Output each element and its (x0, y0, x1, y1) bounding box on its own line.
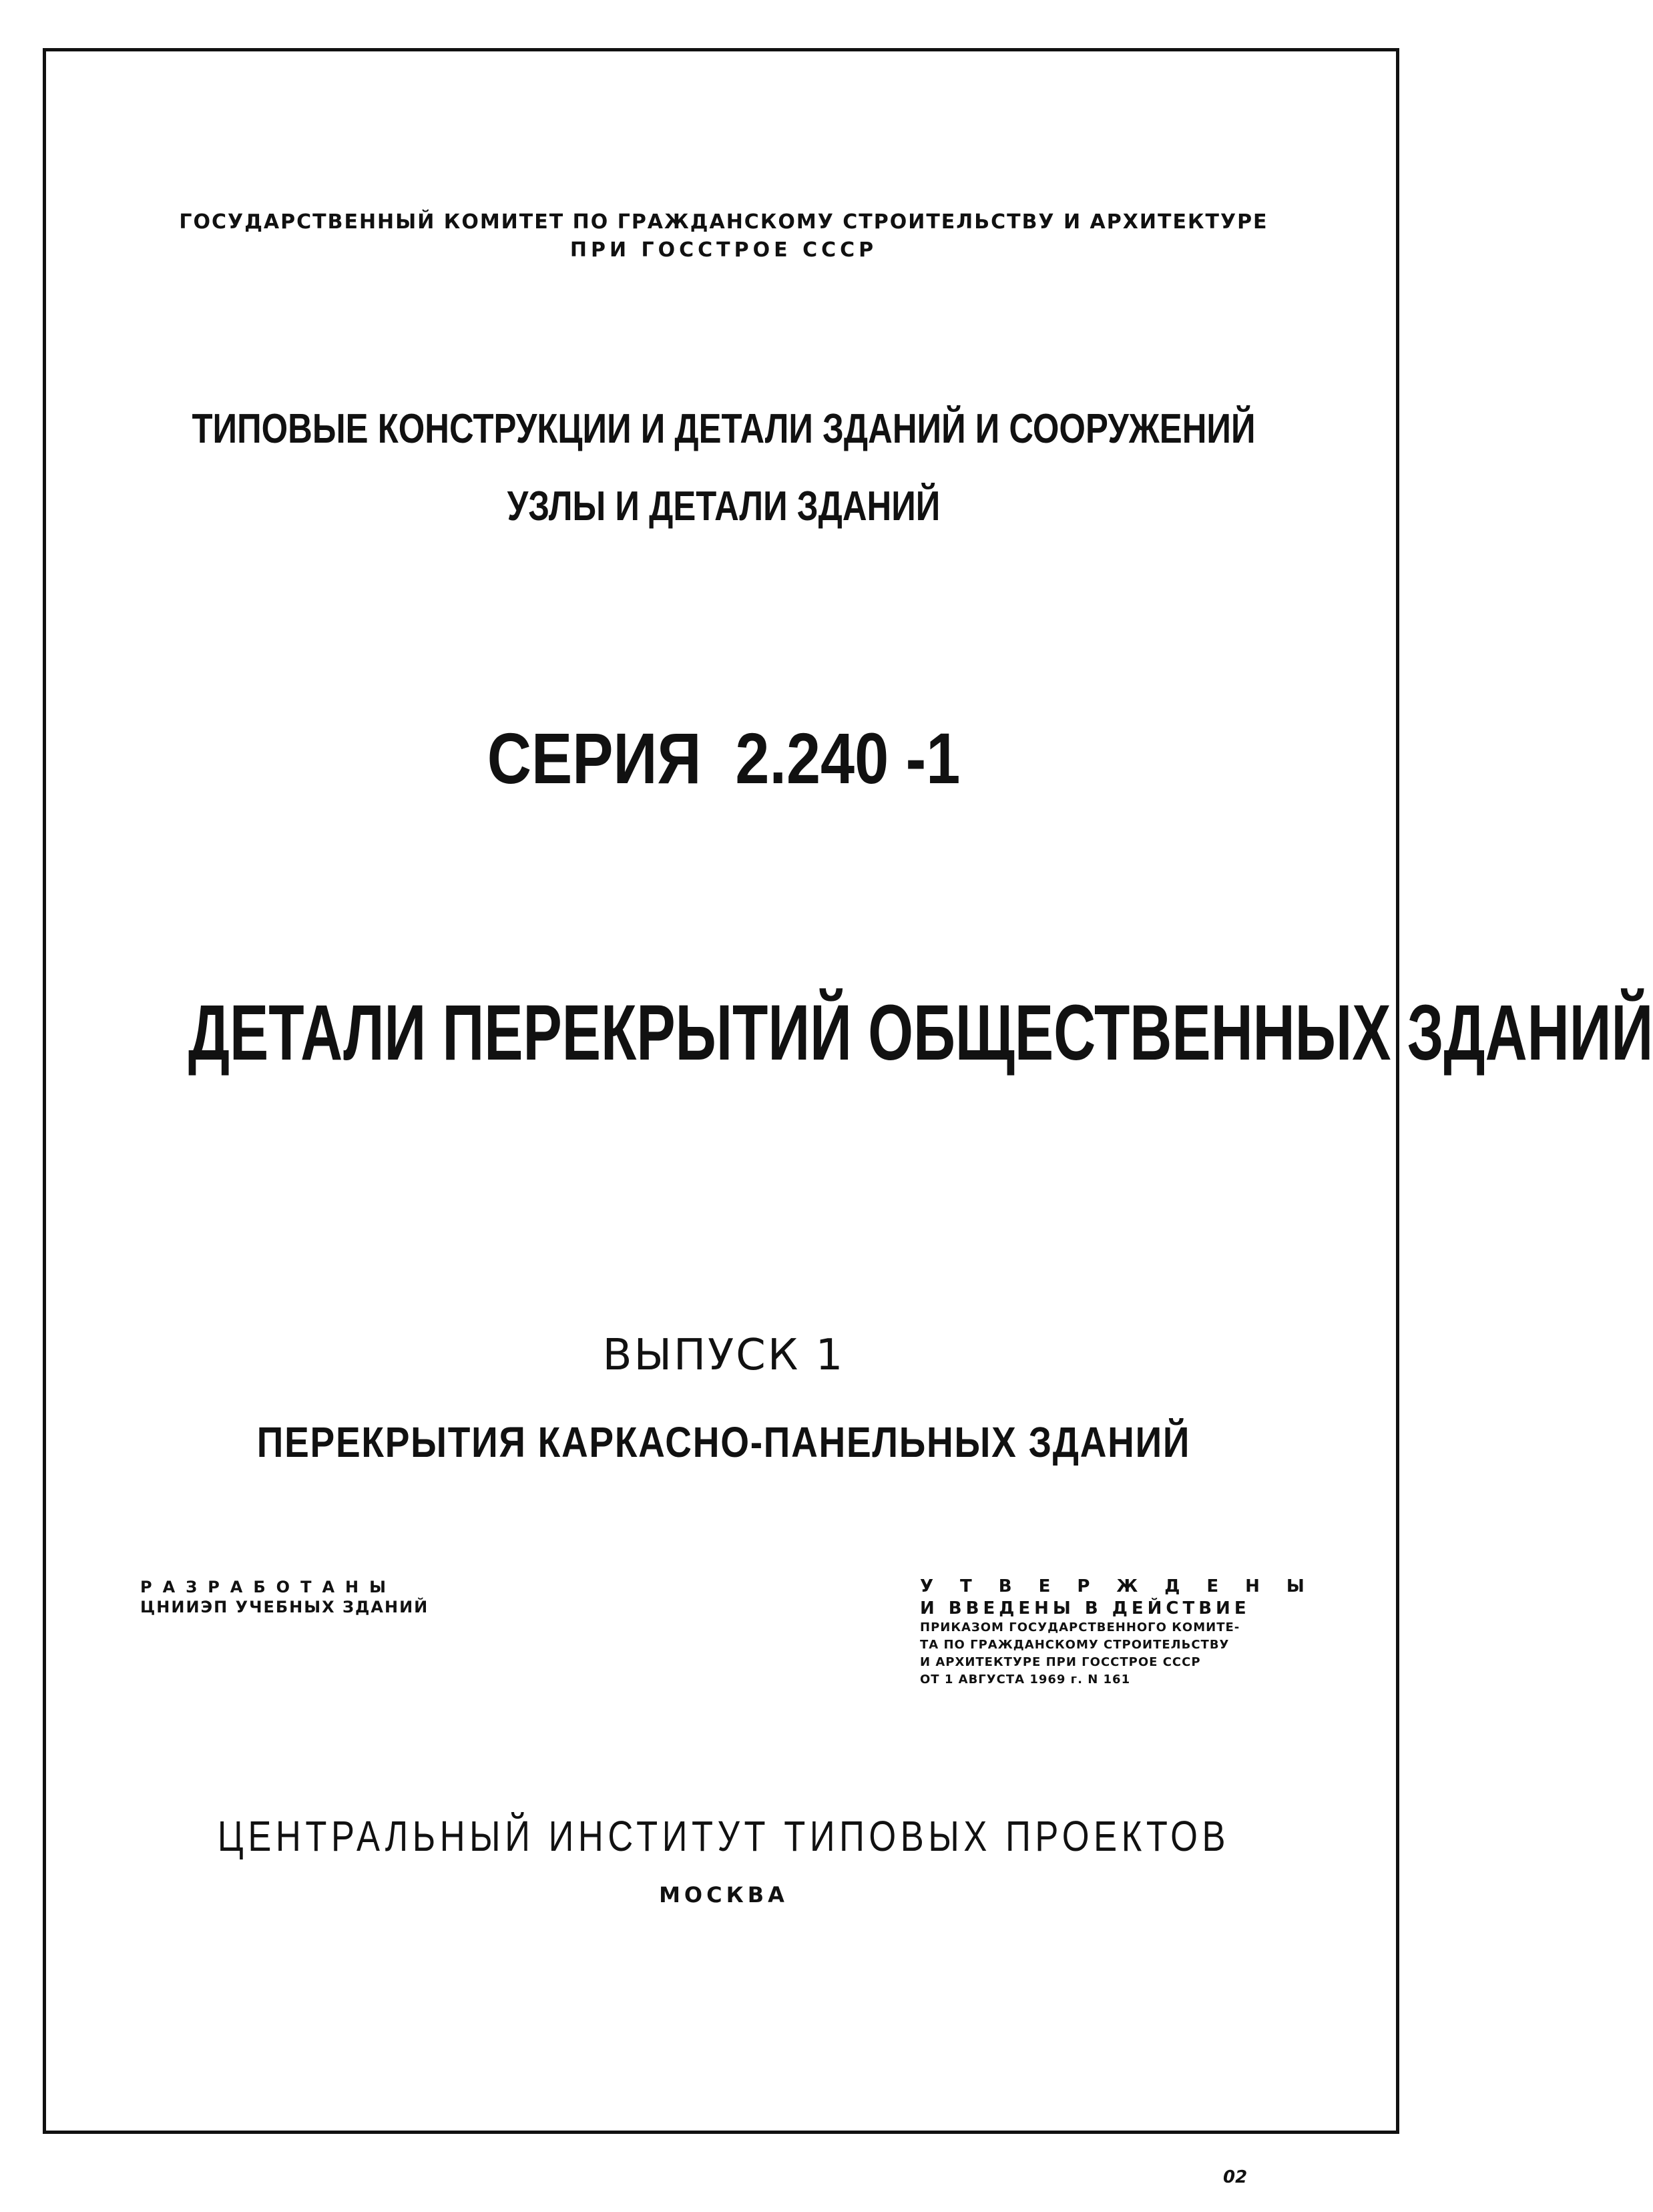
approved-sub: И ВВЕДЕНЫ В ДЕЙСТВИЕ (920, 1598, 1250, 1618)
developed-label: РАЗРАБОТАНЫ (140, 1578, 397, 1596)
approval-order-line-2: ТА ПО ГРАЖДАНСКОМУ СТРОИТЕЛЬСТВУ (920, 1638, 1230, 1652)
developed-block (140, 1577, 429, 1617)
series-title-line-1: ТИПОВЫЕ КОНСТРУКЦИИ И ДЕТАЛИ ЗДАНИЙ И СООРУЖЕНИЙ (192, 406, 1256, 452)
approved-label: УТВЕРЖДЕНЫ (920, 1576, 1331, 1596)
series-number: СЕРИЯ 2.240 -1 (487, 718, 961, 799)
issue-subtitle: ПЕРЕКРЫТИЯ КАРКАСНО-ПАНЕЛЬНЫХ ЗДАНИЙ (256, 1418, 1191, 1466)
developer-organization: ЦНИИЭП УЧЕБНЫХ ЗДАНИЙ (140, 1598, 429, 1616)
institute-name: ЦЕНТРАЛЬНЫЙ ИНСТИТУТ ТИПОВЫХ ПРОЕКТОВ (217, 1812, 1230, 1860)
sheet-number: 02 (1223, 2167, 1248, 2187)
committee-line-1: ГОСУДАРСТВЕННЫЙ КОМИТЕТ ПО ГРАЖДАНСКОМУ СТРОИТЕЛЬСТВУ И АРХИТЕКТУРЕ (179, 210, 1268, 234)
committee-line-2: ПРИ ГОССТРОЕ СССР (569, 238, 878, 262)
approval-order-line-1: ПРИКАЗОМ ГОСУДАРСТВЕННОГО КОМИТЕ- (920, 1620, 1240, 1634)
issue-number: ВЫПУСК 1 (602, 1331, 845, 1380)
document-title: ДЕТАЛИ ПЕРЕКРЫТИЙ ОБЩЕСТВЕННЫХ ЗДАНИЙ (188, 989, 1653, 1077)
approval-order-line-3: И АРХИТЕКТУРЕ ПРИ ГОССТРОЕ СССР (920, 1655, 1201, 1670)
approval-block (920, 1576, 1331, 1689)
city-name: МОСКВА (659, 1882, 788, 1908)
series-title-line-2: УЗЛЫ И ДЕТАЛИ ЗДАНИЙ (507, 483, 941, 529)
approval-order-line-4: ОТ 1 АВГУСТА 1969 г. N 161 (920, 1673, 1131, 1687)
